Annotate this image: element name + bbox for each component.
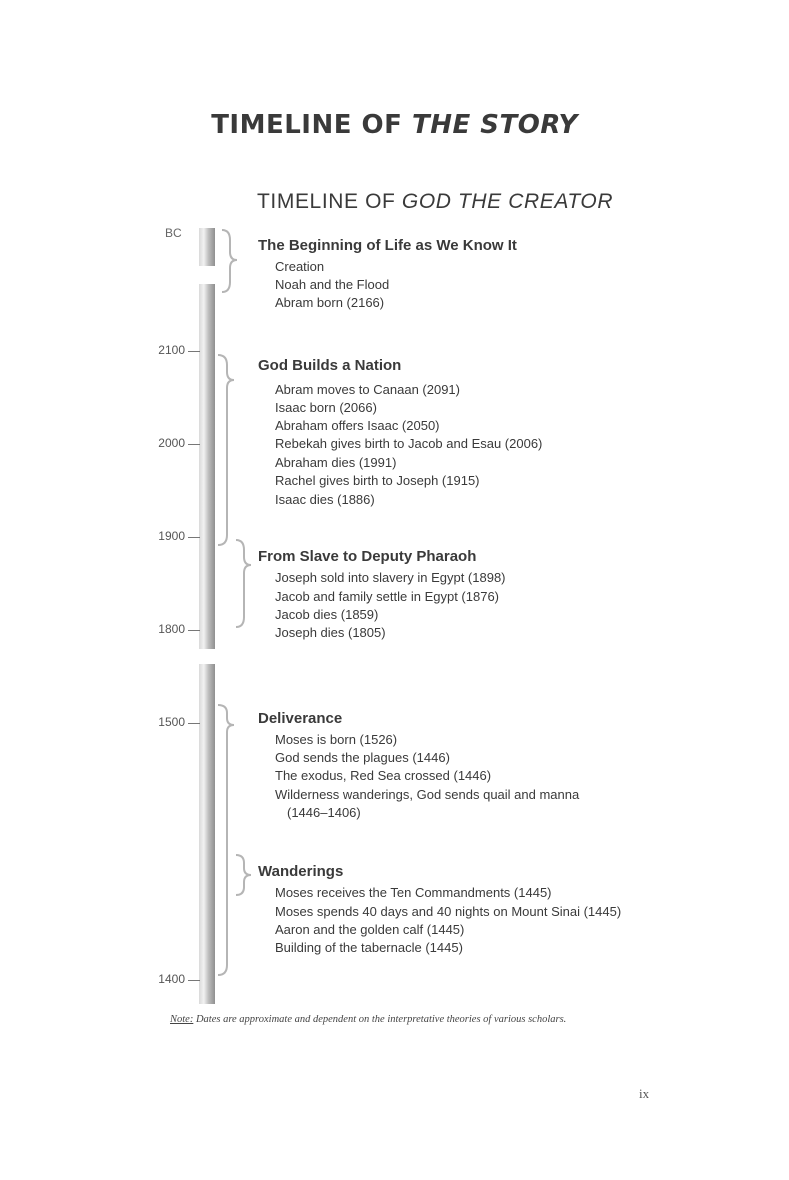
event-item: Noah and the Flood [275, 277, 390, 292]
event-item: The exodus, Red Sea crossed (1446) [275, 768, 492, 783]
footnote-label: Note: [170, 1014, 194, 1025]
timeline-subtitle-emphasis: GOD THE CREATOR [401, 190, 614, 213]
tick-label-1500: 1500 [158, 715, 185, 729]
event-item: Jacob and family settle in Egypt (1876) [275, 589, 500, 604]
tick-label-1800: 1800 [158, 622, 185, 636]
footnote-text: Dates are approximate and dependent on the interpretative theories of various scholars. [193, 1014, 567, 1025]
section-heading-nation: God Builds a Nation [258, 357, 402, 374]
brace-deliverance [218, 705, 234, 975]
event-item-continuation: (1446–1406) [287, 805, 361, 820]
event-item: Abram moves to Canaan (2091) [275, 382, 460, 397]
event-item: Wilderness wanderings, God sends quail and manna [275, 787, 580, 802]
event-item: Moses spends 40 days and 40 nights on Mount Sinai (1445) [275, 904, 622, 919]
brace-nation [218, 355, 234, 545]
page-number: ix [639, 1086, 650, 1101]
event-item: Aaron and the golden calf (1445) [275, 922, 465, 937]
tick-label-1400: 1400 [158, 972, 185, 986]
page-title-prefix: TIMELINE OF [211, 110, 412, 140]
event-item: Rachel gives birth to Joseph (1915) [275, 473, 480, 488]
event-item: Abraham offers Isaac (2050) [275, 418, 440, 433]
brace-beginning [222, 230, 237, 292]
brace-wanderings [236, 855, 251, 895]
tick-label-2100: 2100 [158, 343, 185, 357]
event-item: Abram born (2166) [275, 295, 385, 310]
event-item: Isaac dies (1886) [275, 492, 375, 507]
tick-label-1900: 1900 [158, 529, 185, 543]
footnote [170, 1014, 566, 1025]
event-item: Building of the tabernacle (1445) [275, 940, 463, 955]
page-title-emphasis: THE STORY [411, 110, 578, 140]
brace-pharaoh [236, 540, 251, 627]
event-item: Moses is born (1526) [275, 732, 398, 747]
event-item: Creation [275, 259, 325, 274]
section-heading-pharaoh: From Slave to Deputy Pharaoh [258, 548, 477, 565]
section-heading-wanderings: Wanderings [258, 863, 344, 880]
event-item: Jacob dies (1859) [275, 607, 379, 622]
era-label: BC [165, 226, 182, 240]
tick-label-2000: 2000 [158, 436, 185, 450]
event-item: Isaac born (2066) [275, 400, 377, 415]
timeline-subtitle-prefix: TIMELINE OF [257, 190, 402, 213]
event-item: Rebekah gives birth to Jacob and Esau (2006) [275, 436, 543, 451]
section-heading-deliverance: Deliverance [258, 710, 343, 727]
section-heading-beginning: The Beginning of Life as We Know It [258, 237, 517, 254]
event-item: Joseph sold into slavery in Egypt (1898) [275, 570, 506, 585]
event-item: Moses receives the Ten Commandments (1445) [275, 885, 552, 900]
event-item: Abraham dies (1991) [275, 455, 397, 470]
event-item: Joseph dies (1805) [275, 625, 386, 640]
event-item: God sends the plagues (1446) [275, 750, 450, 765]
